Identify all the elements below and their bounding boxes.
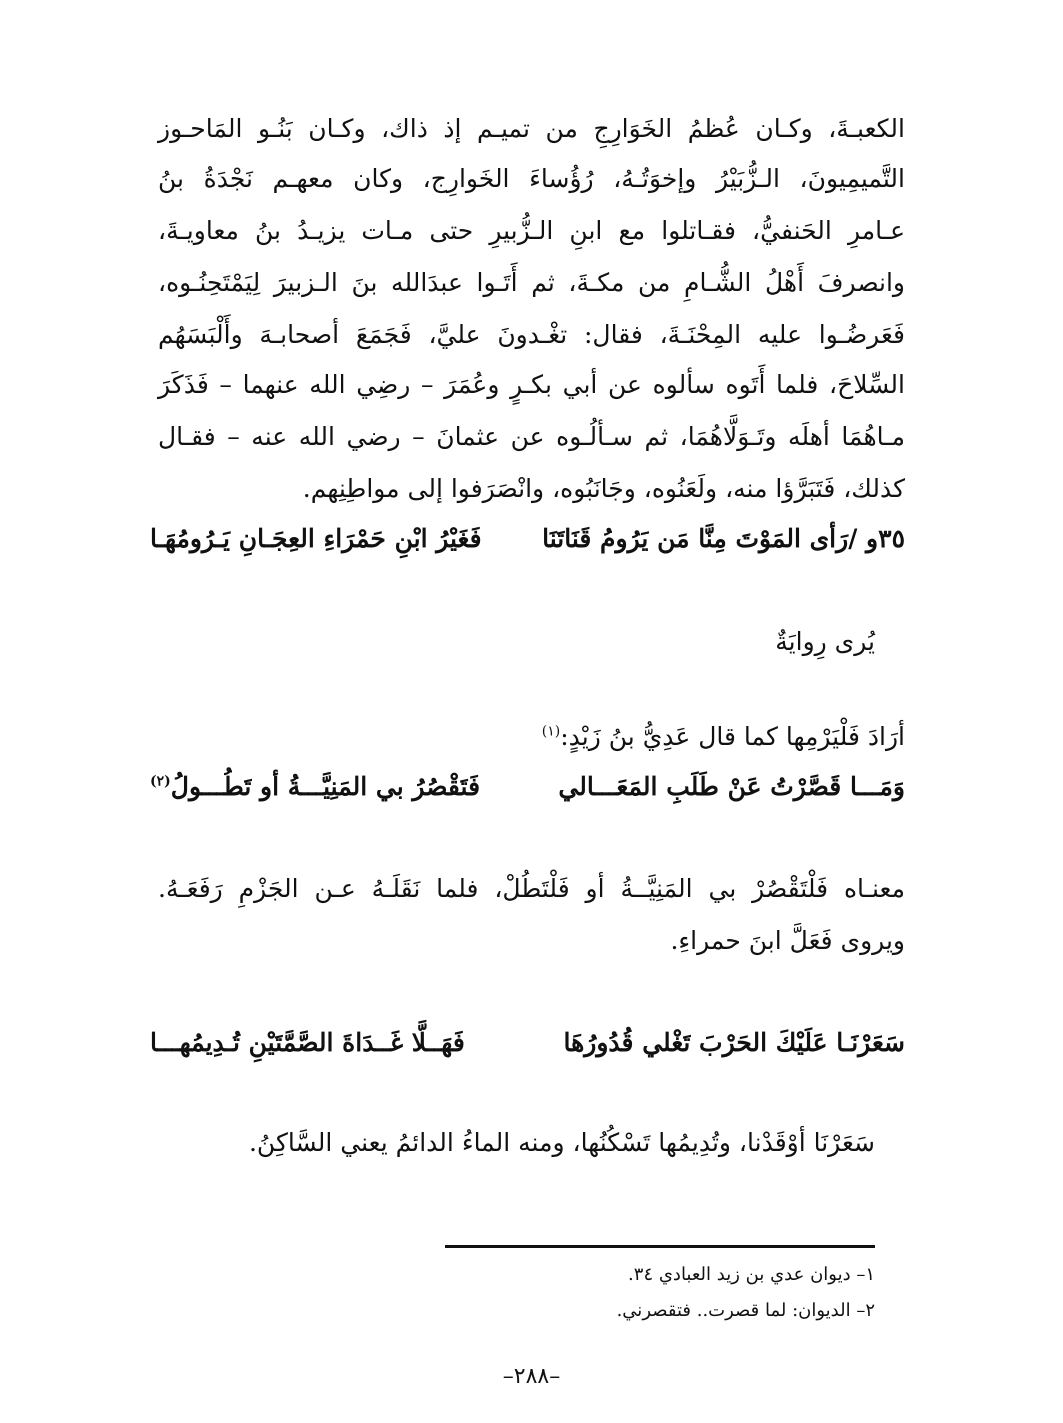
body-line-2: التَّميمِيونَ، الـزُّبَيْرُ وإخوَتُـهُ، رُؤُساءَ الخَوارِج، وكان معهـم نَجْدَةُ بنُ bbox=[158, 164, 905, 193]
body-line-1: الكعبـةَ، وكـان عُظمُ الخَوَارِجِ من تميـم إذ ذاك، وكـان بَنُـو المَاحـوز bbox=[158, 114, 905, 143]
footnote-ref-1: (١) bbox=[541, 723, 561, 740]
adi-intro-text: أرَادَ فَلْيَرْمِها كما قال عَدِيُّ بنُ زَيْدٍ: bbox=[560, 722, 905, 751]
adi-intro bbox=[542, 720, 905, 754]
body-line-5: فَعَرضُـوا عليه المِحْنَـةَ، فقال: تغْـدونَ عليَّ، فَجَمَعَ أصحابـهَ وأَلْبَسَهُم bbox=[158, 320, 905, 349]
page-number: –٢٨٨– bbox=[502, 1364, 561, 1389]
verse-36-second-hemistich: فَهَــلَّا غَــدَاةَ الصَّمَّتَيْنِ تُـدِيمُهـــا bbox=[150, 1028, 465, 1057]
body-line-6: السِّلاحَ، فلما أَتَوه سألوه عن أبي بكـرٍ وعُمَرَ – رضِي الله عنهما – فَذَكَرَ bbox=[158, 370, 905, 399]
body-line-3: عـامرِ الحَنفيُّ، فقـاتلوا مع ابنِ الـزُّبيرِ حتى مـات يزيـدُ بنُ معاويـةَ، bbox=[158, 216, 905, 245]
adi-verse bbox=[150, 770, 905, 804]
adi-verse-first-hemistich: وَمَـــا قَصَّرْتُ عَنْ طَلَبِ المَعَـــالي bbox=[558, 772, 905, 801]
riwaya-heading: يُرى رِوايَةٌ bbox=[775, 627, 875, 656]
adi-verse-second-hemistich bbox=[150, 770, 480, 804]
verse-35-first-hemistich bbox=[542, 522, 905, 556]
body-line-8: كذلك، فَتَبَرَّؤا منه، ولَعَنُوه، وجَانَبُوه، وانْصَرَفوا إلى مواطِنِهم. bbox=[302, 474, 905, 503]
body-line-4: وانصرفَ أَهْلُ الشُّـامِ من مكـةَ، ثم أَتَـوا عبدَالله بنَ الـزبيرَ لِيَمْتَحِنُـوه، bbox=[158, 268, 905, 297]
verse-35-second-hemistich: فَغَيْرُ ابْنِ حَمْرَاءِ العِجَـانِ يَـرُومُهَـا bbox=[150, 524, 482, 553]
verse-35-first-text: رَأى المَوْتَ مِنَّا مَن يَرُومُ قَنَاتَنَا bbox=[542, 524, 849, 553]
footnote-1: ١– ديوان عدي بن زيد العبادي ٣٤. bbox=[628, 1264, 875, 1285]
footnote-ref-2: (٢) bbox=[150, 773, 171, 790]
explanation-line-1: معنـاه فَلْتَقْصُرْ بي المَنِيَّــةُ أو فَلْتَطُلْ، فلما نَقَلَـهُ عـن الجَزْمِ رَفَعَـهُ. bbox=[158, 874, 905, 903]
adi-verse-second-text: فَتَقْصُرُ بي المَنِيَّـــةُ أو تَطُـــولُ bbox=[170, 772, 481, 801]
footnote-2: ٢– الديوان: لما قصرت.. فتقصرني. bbox=[616, 1300, 875, 1321]
body-line-7: مـاهُمَا أهلَه وتَـوَلَّاهُمَا، ثم سـألُـوه عن عثمانَ – رضي الله عنه – فقـال bbox=[158, 422, 905, 451]
verse-36-first-hemistich: سَعَرْنَـا عَلَيْكَ الحَرْبَ تَغْلي قُدُورُهَا bbox=[563, 1028, 905, 1057]
gloss-line: سَعَرْنَا أوْقَدْنا، وتُدِيمُها تَسْكُنُها، ومنه الماءُ الدائمُ يعني السَّاكِنُ. bbox=[248, 1128, 875, 1157]
verse-35-number: ٣٥و / bbox=[848, 524, 905, 553]
explanation-line-2: ويروى فَعَلَّ ابنَ حمراءِ. bbox=[670, 926, 905, 955]
verse-35 bbox=[150, 522, 905, 556]
verse-36 bbox=[150, 1026, 905, 1060]
footnote-divider bbox=[445, 1245, 875, 1248]
